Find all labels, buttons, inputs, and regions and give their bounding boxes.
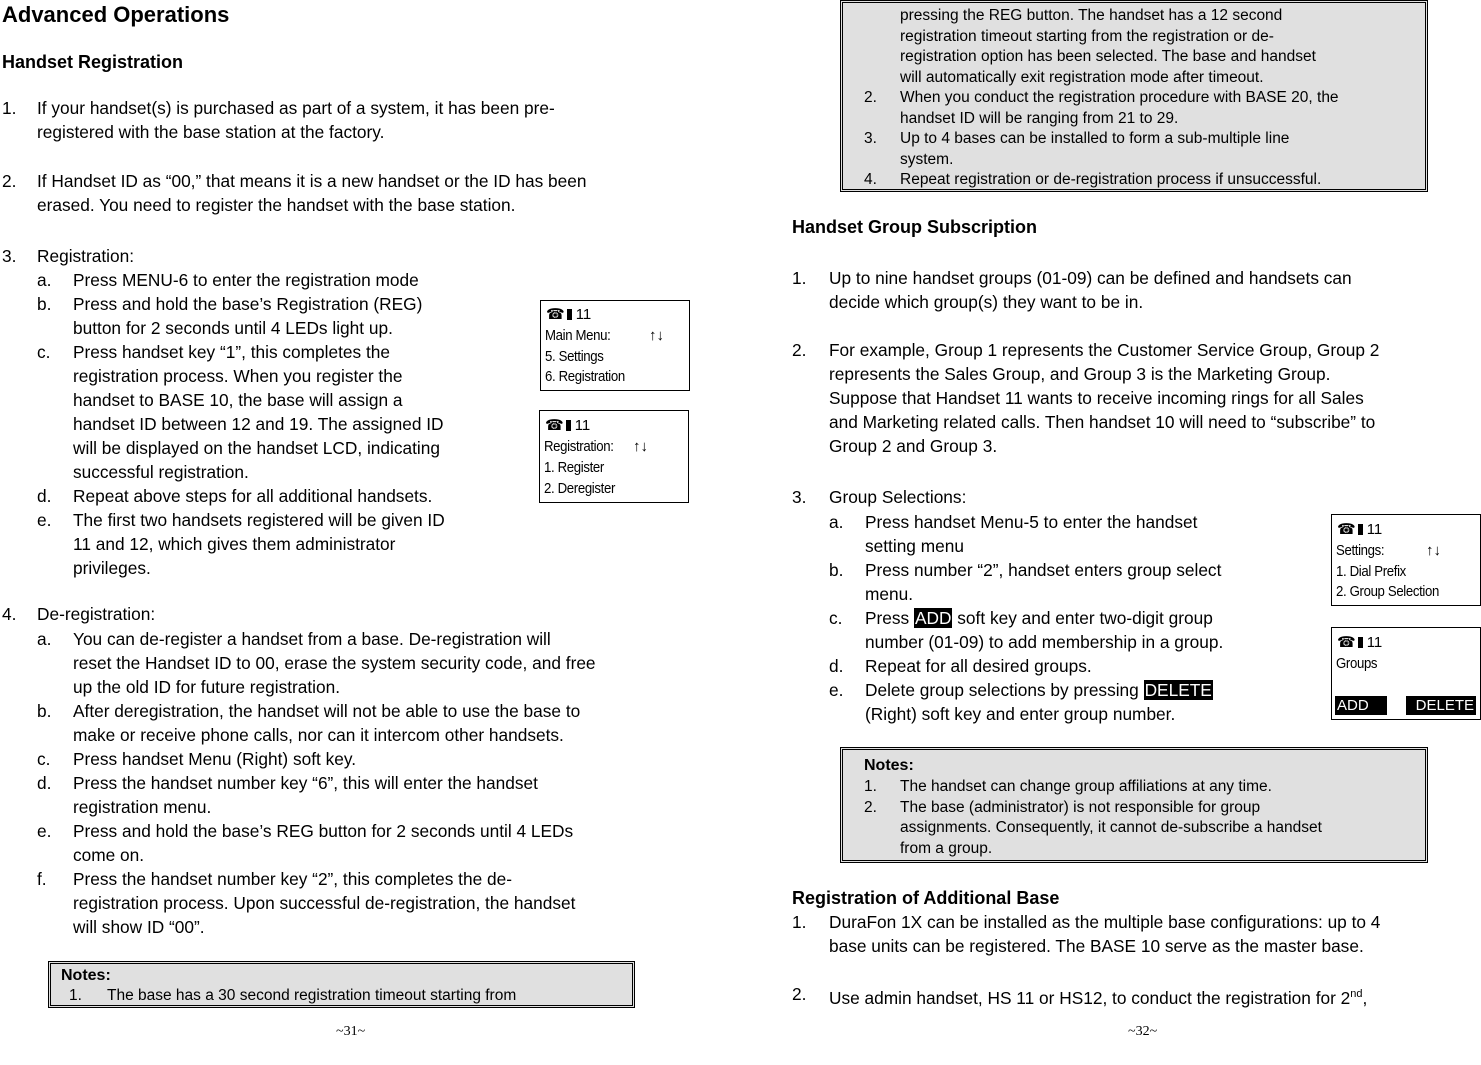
- note-text: When you conduct the registration procedure with BASE 20, the: [900, 89, 1339, 106]
- lcd-status-row: [1337, 520, 1382, 541]
- battery-icon: [567, 309, 572, 320]
- delete-key-label: DELETE: [1144, 680, 1212, 700]
- text-line: erased. You need to register the handset with the base station.: [37, 195, 516, 215]
- note-text: The base has a 30 second registration timeout starting from: [107, 987, 517, 1004]
- text-line: number (01-09) to add membership in a group.: [865, 632, 1224, 652]
- note-text: from a group.: [900, 839, 993, 857]
- item-number: 3.: [2, 246, 17, 266]
- phone-icon: ☎: [545, 417, 564, 434]
- up-down-arrows-icon: ↑↓: [633, 438, 648, 455]
- note-text: The base (administrator) is not responsible for group: [900, 798, 1261, 816]
- note-text: assignments. Consequently, it cannot de-subscribe a handset: [900, 819, 1322, 836]
- note-text: handset ID will be ranging from 21 to 29.: [900, 109, 1179, 127]
- text-line: Up to nine handset groups (01-09) can be defined and handsets can: [829, 268, 1352, 288]
- sub-letter: a.: [37, 629, 52, 649]
- sub-letter: c.: [829, 608, 843, 628]
- text-line: base units can be registered. The BASE 10 serve as the master base.: [829, 936, 1364, 956]
- text-line: handset to BASE 10, the base will assign a: [73, 390, 403, 410]
- lcd-groups: [1331, 627, 1481, 720]
- lcd-line: 2. Deregister: [544, 480, 615, 497]
- note-number: 2.: [864, 798, 877, 816]
- text-fragment: Delete group selections by pressing: [865, 680, 1144, 700]
- note-text: The handset can change group affiliations at any time.: [900, 778, 1272, 795]
- battery-icon: [1358, 524, 1363, 535]
- text-line: come on.: [73, 845, 145, 865]
- text-line: Press handset Menu (Right) soft key.: [73, 749, 357, 769]
- sub-letter: b.: [37, 701, 52, 721]
- lcd-main-menu: [540, 300, 690, 391]
- lcd-line: 6. Registration: [545, 368, 625, 385]
- text-line: setting menu: [865, 536, 964, 556]
- lcd-registration: [539, 410, 689, 503]
- text-line: Press MENU-6 to enter the registration mode: [73, 270, 419, 290]
- note-number: 1.: [864, 778, 877, 795]
- lcd-line: 1. Register: [544, 459, 604, 476]
- item-label: De-registration:: [37, 604, 156, 624]
- lcd-line: 1. Dial Prefix: [1336, 563, 1406, 580]
- note-number: 3.: [864, 130, 877, 147]
- handset-id: 11: [1366, 521, 1383, 538]
- handset-id: 11: [574, 417, 591, 434]
- text-fragment: ,: [1362, 987, 1368, 1008]
- text-line: Press and hold the base’s Registration (REG): [73, 294, 423, 314]
- text-line: Group 2 and Group 3.: [829, 436, 998, 456]
- sub-letter: b.: [829, 560, 844, 580]
- text-line: up the old ID for future registration.: [73, 677, 341, 697]
- text-line: Press handset Menu-5 to enter the handset: [865, 512, 1198, 532]
- sub-letter: e.: [37, 821, 52, 841]
- item-number: 1.: [792, 268, 807, 288]
- note-text: system.: [900, 150, 954, 168]
- lcd-line: Settings:: [1336, 542, 1385, 559]
- note-text: Up to 4 bases can be installed to form a sub-multiple line: [900, 130, 1290, 147]
- text-fragment: soft key and enter two-digit group: [952, 608, 1213, 628]
- notes-box: [48, 961, 635, 1008]
- item-number: 2.: [792, 340, 807, 360]
- page-title: Advanced Operations: [2, 2, 230, 27]
- text-line: privileges.: [73, 558, 151, 578]
- sub-letter: f.: [37, 869, 47, 889]
- sub-letter: c.: [37, 749, 51, 769]
- text-line: After deregistration, the handset will not be able to use the base to: [73, 701, 581, 721]
- sub-letter: a.: [829, 512, 844, 532]
- lcd-line: Registration:: [544, 438, 614, 455]
- lcd-status-row: [546, 305, 591, 326]
- ordinal-suffix: nd: [1350, 988, 1363, 1000]
- sub-letter: e.: [829, 680, 844, 700]
- lcd-line: Groups: [1336, 655, 1378, 672]
- text-line: Press the handset number key “2”, this completes the de-: [73, 869, 512, 889]
- sub-letter: d.: [37, 773, 52, 793]
- notes-box: [840, 747, 1428, 863]
- note-number: 4.: [864, 171, 877, 188]
- text-line: registration menu.: [73, 797, 212, 817]
- lcd-line: 2. Group Selection: [1336, 583, 1440, 600]
- handset-id: 11: [1366, 634, 1383, 651]
- text-line: [865, 678, 1213, 702]
- note-text: pressing the REG button. The handset has a 12 second: [900, 7, 1283, 24]
- item-number: 3.: [792, 487, 807, 507]
- text-line: reset the Handset ID to 00, erase the system security code, and free: [73, 653, 596, 673]
- text-line: The first two handsets registered will be given ID: [73, 510, 445, 530]
- text-line: (Right) soft key and enter group number.: [865, 704, 1176, 724]
- lcd-line: 5. Settings: [545, 348, 604, 365]
- text-line: button for 2 seconds until 4 LEDs light up.: [73, 318, 393, 338]
- text-line: Suppose that Handset 11 wants to receive incoming rings for all Sales: [829, 388, 1364, 408]
- text-line: [865, 606, 1213, 630]
- handset-id: 11: [575, 306, 592, 323]
- phone-icon: ☎: [1337, 521, 1356, 538]
- text-line: For example, Group 1 represents the Customer Service Group, Group 2: [829, 340, 1380, 360]
- lcd-settings: [1331, 514, 1481, 606]
- soft-key-delete: DELETE: [1406, 696, 1476, 715]
- text-line: make or receive phone calls, nor can it intercom other handsets.: [73, 725, 564, 745]
- notes-title: Notes:: [864, 757, 914, 774]
- sub-letter: e.: [37, 510, 52, 530]
- text-line: handset ID between 12 and 19. The assigned ID: [73, 414, 444, 434]
- text-line: menu.: [865, 584, 914, 604]
- section-heading-group-subscription: Handset Group Subscription: [792, 217, 1038, 237]
- phone-icon: ☎: [546, 306, 565, 323]
- text-line: Repeat for all desired groups.: [865, 656, 1092, 676]
- item-number: 4.: [2, 604, 17, 624]
- battery-icon: [1358, 637, 1363, 648]
- text-fragment: Press: [865, 608, 914, 628]
- soft-key-add: ADD: [1335, 696, 1387, 715]
- text-line: and Marketing related calls. Then handset 10 will need to “subscribe” to: [829, 412, 1376, 432]
- item-number: 1.: [792, 912, 807, 932]
- sub-letter: b.: [37, 294, 52, 314]
- text-line: Press handset key “1”, this completes the: [73, 342, 390, 362]
- add-key-label: ADD: [914, 608, 952, 628]
- note-number: 1.: [69, 987, 82, 1004]
- text-line: successful registration.: [73, 462, 249, 482]
- phone-icon: ☎: [1337, 634, 1356, 651]
- text-fragment: Use admin handset, HS 11 or HS12, to conduct the registration for 2: [829, 987, 1351, 1008]
- text-line: will be displayed on the handset LCD, indicating: [73, 438, 440, 458]
- text-line: registration process. Upon successful de-registration, the handset: [73, 893, 576, 913]
- text-line: If Handset ID as “00,” that means it is a new handset or the ID has been: [37, 171, 587, 191]
- text-line: registered with the base station at the factory.: [37, 122, 385, 142]
- text-line: decide which group(s) they want to be in.: [829, 292, 1144, 312]
- text-line: Repeat above steps for all additional handsets.: [73, 486, 433, 506]
- text-line: [829, 982, 1367, 1010]
- notes-box-continued: [840, 0, 1428, 192]
- text-line: represents the Sales Group, and Group 3 is the Marketing Group.: [829, 364, 1331, 384]
- up-down-arrows-icon: ↑↓: [1426, 542, 1441, 559]
- page-number: ~31~: [336, 1024, 366, 1039]
- page-number: ~32~: [1128, 1024, 1158, 1039]
- item-label: Registration:: [37, 246, 135, 266]
- sub-letter: d.: [829, 656, 844, 676]
- text-line: Press the handset number key “6”, this will enter the handset: [73, 773, 538, 793]
- notes-title: Notes:: [61, 967, 111, 984]
- sub-letter: a.: [37, 270, 52, 290]
- item-label: Group Selections:: [829, 487, 967, 507]
- lcd-status-row: [545, 416, 590, 437]
- note-number: 2.: [864, 89, 877, 106]
- text-line: If your handset(s) is purchased as part of a system, it has been pre-: [37, 98, 555, 118]
- item-number: 2.: [2, 171, 17, 191]
- item-number: 1.: [2, 98, 17, 118]
- text-line: You can de-register a handset from a base. De-registration will: [73, 629, 551, 649]
- lcd-status-row: [1337, 633, 1382, 654]
- text-line: DuraFon 1X can be installed as the multiple base configurations: up to 4: [829, 912, 1381, 932]
- text-line: registration process. When you register the: [73, 366, 403, 386]
- note-text: Repeat registration or de-registration process if unsuccessful.: [900, 171, 1322, 188]
- battery-icon: [566, 420, 571, 431]
- sub-letter: d.: [37, 486, 52, 506]
- note-text: will automatically exit registration mode after timeout.: [900, 68, 1264, 86]
- sub-letter: c.: [37, 342, 51, 362]
- page-31: [0, 0, 740, 1065]
- text-line: Press and hold the base’s REG button for 2 seconds until 4 LEDs: [73, 821, 574, 841]
- item-number: 2.: [792, 984, 807, 1004]
- text-line: Press number “2”, handset enters group select: [865, 560, 1222, 580]
- page-32: [741, 0, 1481, 1065]
- section-heading-handset-registration: Handset Registration: [2, 52, 184, 72]
- section-heading-additional-base: Registration of Additional Base: [792, 888, 1060, 908]
- text-line: 11 and 12, which gives them administrator: [73, 534, 396, 554]
- text-line: will show ID “00”.: [73, 917, 205, 937]
- lcd-line: Main Menu:: [545, 327, 611, 344]
- note-text: registration timeout starting from the registration or de-: [900, 27, 1274, 45]
- up-down-arrows-icon: ↑↓: [649, 327, 664, 344]
- note-text: registration option has been selected. The base and handset: [900, 48, 1316, 65]
